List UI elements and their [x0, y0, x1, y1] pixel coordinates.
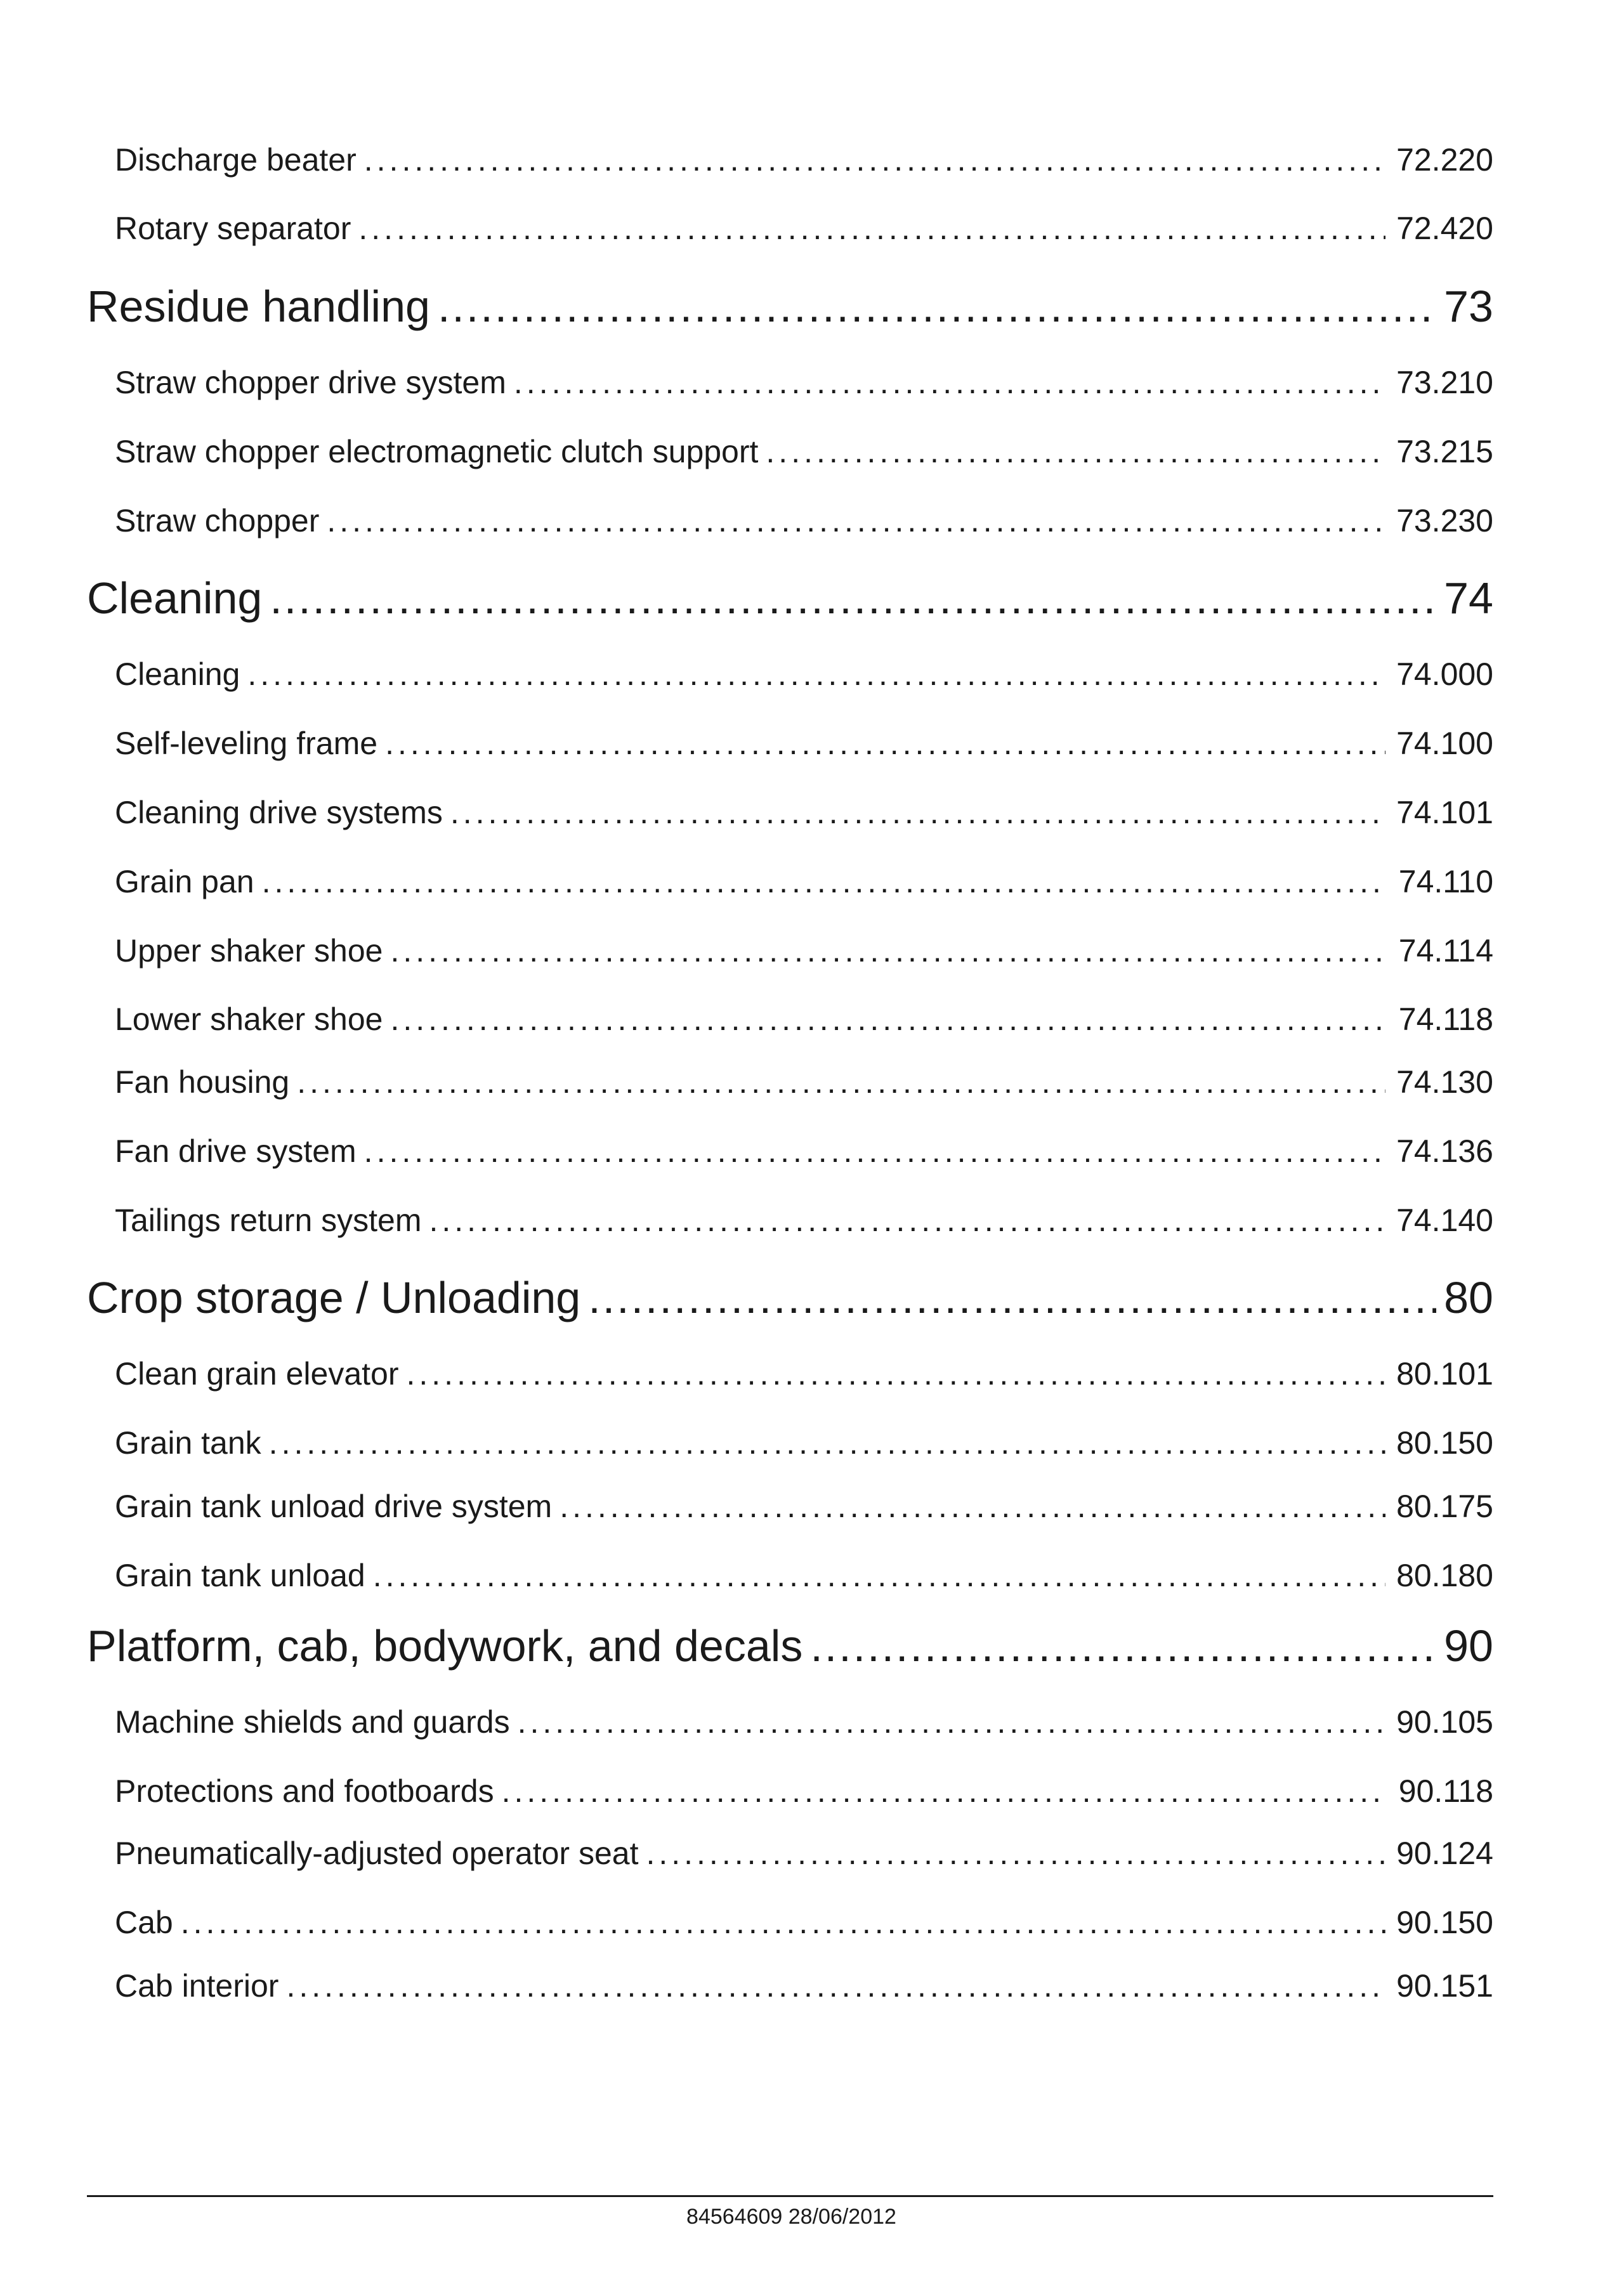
dot-leader: [766, 431, 1385, 472]
toc-entry-page: 74.114: [1398, 933, 1493, 969]
toc-section-residue-handling[interactable]: [87, 279, 1493, 334]
toc-entry-grain-tank-unload[interactable]: [115, 1555, 1493, 1596]
toc-entry-title: Pneumatically-adjusted operator seat: [115, 1836, 639, 1871]
toc-entry-page: 74.136: [1396, 1133, 1493, 1169]
toc-entry-cab-interior[interactable]: [115, 1966, 1493, 2006]
toc-entry-straw-chopper-drive-system[interactable]: [115, 362, 1493, 403]
toc-entry-cab[interactable]: [115, 1902, 1493, 1943]
dot-leader: [514, 362, 1385, 403]
toc-entry-page: 73.230: [1396, 503, 1493, 538]
toc-entry-lower-shaker-shoe[interactable]: [115, 999, 1493, 1040]
toc-section-page: 74: [1444, 573, 1493, 623]
toc-entry-cleaning[interactable]: [115, 654, 1493, 695]
dot-leader: [262, 861, 1385, 902]
toc-entry-upper-shaker-shoe[interactable]: [115, 930, 1493, 971]
dot-leader: [270, 571, 1436, 625]
toc-section-page: 80: [1444, 1273, 1493, 1322]
toc-entry-page: 90.150: [1396, 1905, 1493, 1940]
toc-entry-page: 80.101: [1396, 1356, 1493, 1392]
dot-leader: [429, 1200, 1386, 1241]
toc-entry-page: 90.105: [1396, 1704, 1493, 1740]
toc-entry-page: 74.110: [1398, 864, 1493, 899]
toc-entry-title: Upper shaker shoe: [115, 933, 383, 969]
toc-section-title: Crop storage / Unloading: [87, 1273, 581, 1322]
toc-entry-grain-tank-unload-drive-system[interactable]: [115, 1486, 1493, 1527]
dot-leader: [560, 1486, 1385, 1527]
dot-leader: [502, 1771, 1385, 1811]
toc-entry-self-leveling-frame[interactable]: [115, 723, 1493, 764]
toc-entry-title: Lower shaker shoe: [115, 1001, 383, 1037]
dot-leader: [646, 1833, 1385, 1874]
toc-entry-title: Protections and footboards: [115, 1773, 494, 1809]
toc-section-page: 90: [1444, 1621, 1493, 1671]
toc-entry-title: Tailings return system: [115, 1203, 422, 1238]
toc-entry-protections-and-footboards[interactable]: [115, 1771, 1493, 1811]
toc-entry-grain-tank[interactable]: [115, 1423, 1493, 1463]
toc-entry-tailings-return-system[interactable]: [115, 1200, 1493, 1241]
toc-entry-page: 90.124: [1396, 1836, 1493, 1871]
dot-leader: [364, 140, 1385, 180]
dot-leader: [358, 208, 1385, 249]
dot-leader: [518, 1702, 1385, 1742]
dot-leader: [810, 1619, 1436, 1673]
toc-entry-page: 90.151: [1396, 1968, 1493, 2004]
toc-entry-title: Grain tank unload drive system: [115, 1489, 553, 1524]
toc-entry-page: 72.220: [1396, 142, 1493, 178]
toc-entry-title: Grain tank: [115, 1425, 261, 1461]
dot-leader: [247, 654, 1385, 695]
toc-entry-title: Grain pan: [115, 864, 254, 899]
toc-entry-clean-grain-elevator[interactable]: [115, 1353, 1493, 1394]
toc-entry-page: 80.175: [1396, 1489, 1493, 1524]
toc-entry-title: Straw chopper electromagnetic clutch support: [115, 434, 759, 469]
toc-entry-page: 74.101: [1396, 795, 1493, 830]
dot-leader: [390, 930, 1385, 971]
toc-entry-machine-shields-and-guards[interactable]: [115, 1702, 1493, 1742]
toc-entry-title: Straw chopper: [115, 503, 320, 538]
toc-entry-page: 74.118: [1398, 1001, 1493, 1037]
toc-entry-title: Cab interior: [115, 1968, 279, 2004]
dot-leader: [297, 1062, 1385, 1102]
toc-section-title: Residue handling: [87, 282, 430, 331]
toc-entry-title: Cab: [115, 1905, 173, 1940]
toc-entry-rotary-separator[interactable]: [115, 208, 1493, 249]
dot-leader: [588, 1270, 1436, 1325]
toc-section-title: Cleaning: [87, 573, 263, 623]
toc-entry-page: 80.180: [1396, 1558, 1493, 1593]
dot-leader: [286, 1966, 1385, 2006]
toc-entry-title: Rotary separator: [115, 211, 351, 246]
toc-entry-page: 73.215: [1396, 434, 1493, 469]
dot-leader: [390, 999, 1385, 1040]
toc-entry-page: 90.118: [1398, 1773, 1493, 1809]
toc-entry-page: 80.150: [1396, 1425, 1493, 1461]
toc-entry-title: Self-leveling frame: [115, 726, 378, 761]
toc-section-crop-storage-unloading[interactable]: [87, 1270, 1493, 1325]
toc-entry-fan-drive-system[interactable]: [115, 1131, 1493, 1171]
toc-entry-page: 73.210: [1396, 365, 1493, 400]
toc-entry-title: Cleaning drive systems: [115, 795, 443, 830]
toc-entry-title: Clean grain elevator: [115, 1356, 399, 1392]
toc-entry-straw-chopper[interactable]: [115, 500, 1493, 541]
toc-section-cleaning[interactable]: [87, 571, 1493, 625]
toc-section-platform-cab-bodywork-decals[interactable]: [87, 1619, 1493, 1673]
toc-entry-title: Discharge beater: [115, 142, 357, 178]
footer-divider: [87, 2195, 1493, 2197]
dot-leader: [364, 1131, 1385, 1171]
dot-leader: [373, 1555, 1385, 1596]
toc-entry-title: Straw chopper drive system: [115, 365, 506, 400]
toc-section-title: Platform, cab, bodywork, and decals: [87, 1621, 803, 1671]
dot-leader: [385, 723, 1385, 764]
dot-leader: [407, 1353, 1386, 1394]
dot-leader: [181, 1902, 1385, 1943]
dot-leader: [327, 500, 1385, 541]
toc-entry-grain-pan[interactable]: [115, 861, 1493, 902]
toc-entry-fan-housing[interactable]: [115, 1062, 1493, 1102]
dot-leader: [438, 279, 1436, 334]
toc-entry-straw-chopper-clutch-support[interactable]: [115, 431, 1493, 472]
toc-entry-page: 74.000: [1396, 656, 1493, 692]
toc-entry-title: Grain tank unload: [115, 1558, 365, 1593]
toc-entry-pneumatically-adjusted-operator-seat[interactable]: [115, 1833, 1493, 1874]
footer-document-id: 84564609 28/06/2012: [686, 2205, 896, 2229]
toc-entry-page: 74.130: [1396, 1064, 1493, 1100]
toc-entry-page: 72.420: [1396, 211, 1493, 246]
toc-entry-page: 74.100: [1396, 726, 1493, 761]
toc-entry-title: Cleaning: [115, 656, 240, 692]
toc-entry-page: 74.140: [1396, 1203, 1493, 1238]
toc-entry-title: Machine shields and guards: [115, 1704, 510, 1740]
toc-entry-cleaning-drive-systems[interactable]: [115, 792, 1493, 833]
toc-entry-title: Fan drive system: [115, 1133, 357, 1169]
toc-entry-title: Fan housing: [115, 1064, 290, 1100]
dot-leader: [269, 1423, 1385, 1463]
toc-section-page: 73: [1444, 282, 1493, 331]
toc-entry-discharge-beater[interactable]: [115, 140, 1493, 180]
dot-leader: [450, 792, 1385, 833]
